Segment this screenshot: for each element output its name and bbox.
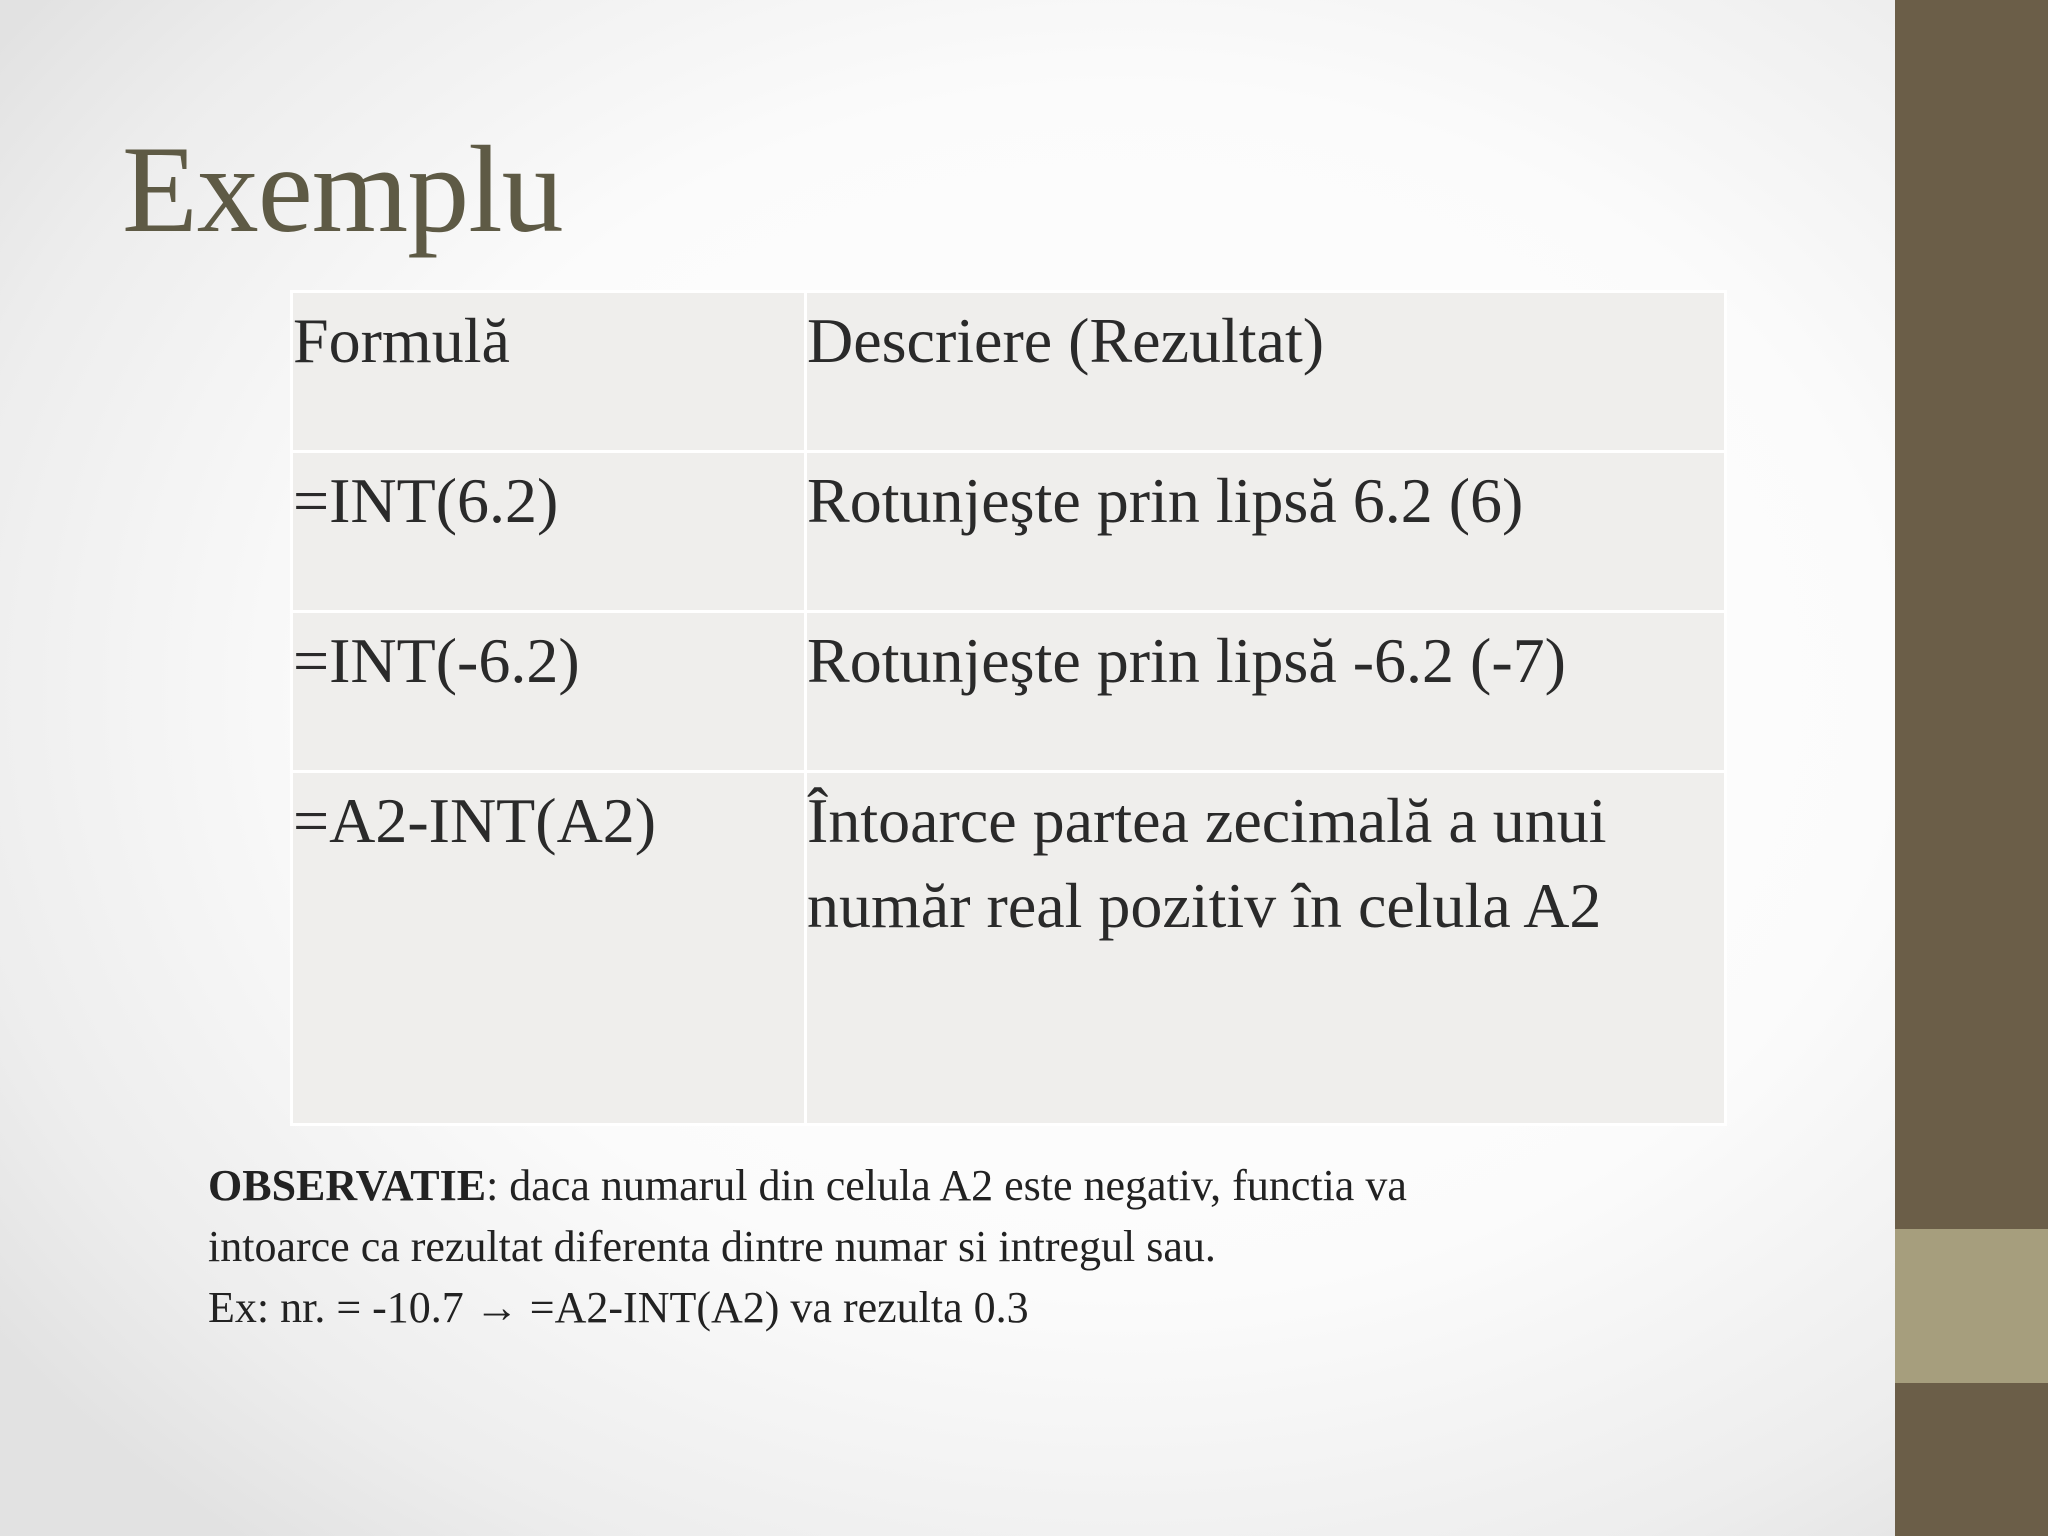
table-row — [292, 772, 1726, 1125]
table-cell-description: Rotunjeşte prin lipsă 6.2 (6) — [806, 452, 1726, 612]
table-cell-description: Întoarce partea zecimală a unui număr real pozitiv în celula A2 — [806, 772, 1726, 1125]
table-cell-description: Rotunjeşte prin lipsă -6.2 (-7) — [806, 612, 1726, 772]
note-label: OBSERVATIE — [208, 1161, 487, 1210]
observation-note — [208, 1155, 1728, 1338]
note-line-1-text: : daca numarul din celula A2 este negativ, functia va — [486, 1161, 1407, 1210]
formula-table — [290, 290, 1727, 1126]
table-header-row — [292, 292, 1726, 452]
table-header-formula: Formulă — [292, 292, 806, 452]
note-line-3 — [208, 1277, 1728, 1338]
note-example-prefix: Ex: nr. = -10.7 — [208, 1283, 475, 1332]
table-row — [292, 612, 1726, 772]
note-line-2: intoarce ca rezultat diferenta dintre numar si intregul sau. — [208, 1222, 1216, 1271]
note-line-1 — [208, 1155, 1728, 1216]
table-header-description: Descriere (Rezultat) — [806, 292, 1726, 452]
table-cell-formula: =INT(6.2) — [292, 452, 806, 612]
table-row — [292, 452, 1726, 612]
slide-title: Exemplu — [122, 121, 563, 258]
table-cell-formula: =INT(-6.2) — [292, 612, 806, 772]
table-cell-formula: =A2-INT(A2) — [292, 772, 806, 1125]
note-example-suffix: =A2-INT(A2) va rezulta 0.3 — [518, 1283, 1029, 1332]
decorative-side-accent — [1895, 1229, 2048, 1383]
arrow-right-icon: → — [474, 1283, 519, 1332]
